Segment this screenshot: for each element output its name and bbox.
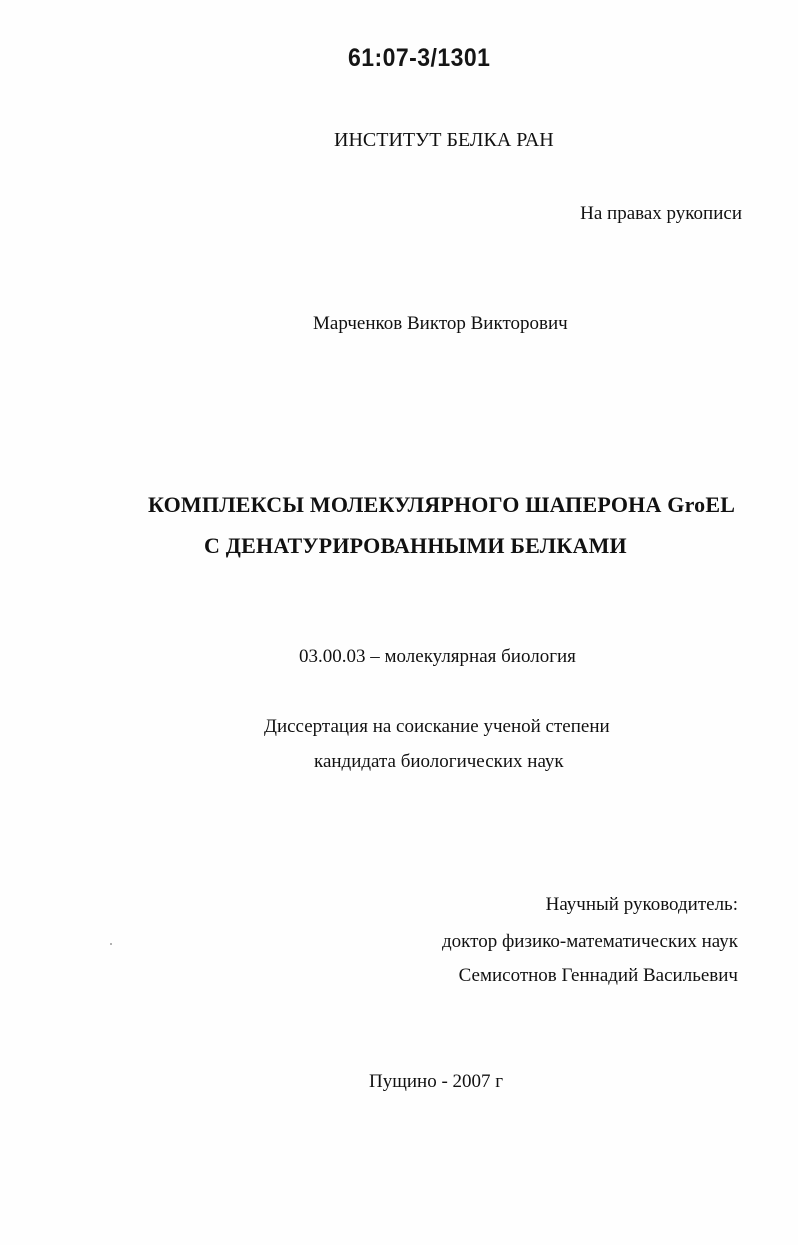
advisor-degree: доктор физико-математических наук: [442, 931, 738, 952]
specialty-code: 03.00.03 – молекулярная биология: [299, 646, 576, 667]
institute-name: ИНСТИТУТ БЕЛКА РАН: [334, 129, 554, 151]
degree-statement-line-1: Диссертация на соискание ученой степени: [264, 716, 610, 737]
dissertation-title-line-1: КОМПЛЕКСЫ МОЛЕКУЛЯРНОГО ШАПЕРОНА GroEL: [148, 492, 736, 517]
advisor-label: Научный руководитель:: [545, 894, 738, 915]
author-name: Марченков Виктор Викторович: [313, 313, 568, 334]
degree-statement-line-2: кандидата биологических наук: [314, 751, 564, 772]
archive-stamp: 61:07-3/1301: [348, 44, 491, 72]
scan-speck: [110, 943, 112, 945]
dissertation-title-line-2: С ДЕНАТУРИРОВАННЫМИ БЕЛКАМИ: [204, 533, 627, 558]
manuscript-rights-note: На правах рукописи: [580, 203, 742, 224]
advisor-name: Семисотнов Геннадий Васильевич: [458, 965, 738, 986]
city-and-year: Пущино - 2007 г: [369, 1071, 504, 1092]
